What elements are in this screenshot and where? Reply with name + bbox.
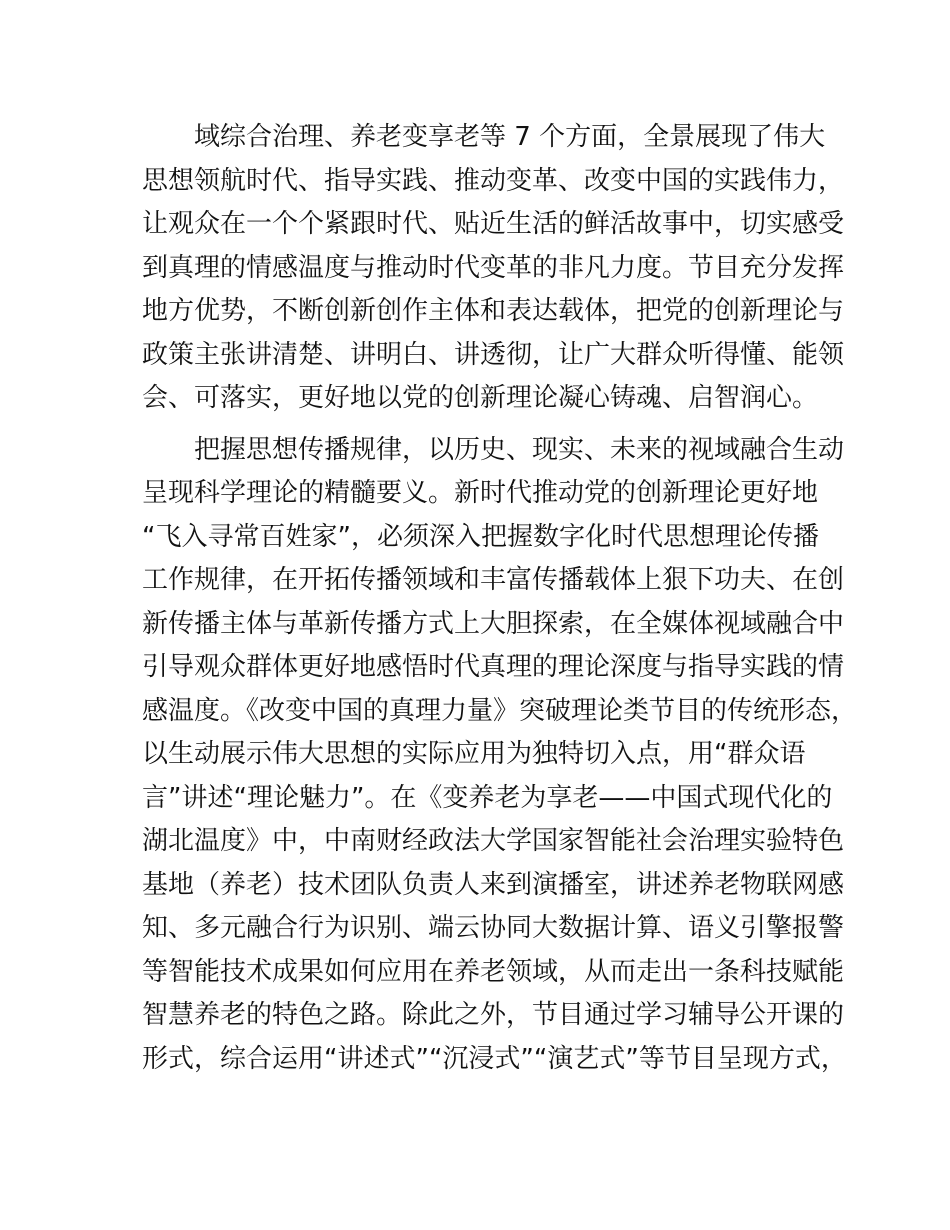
text-line: 地方优势，不断创新创作主体和表达载体，把党的创新理论与 bbox=[142, 296, 845, 326]
text-line: 以生动展示伟大思想的实际应用为独特切入点，用“群众语 bbox=[142, 739, 806, 769]
text-line: 让观众在一个个紧跟时代、贴近生活的鲜活故事中，切实感受 bbox=[142, 209, 845, 239]
text-line: 形式，综合运用“讲述式”“沉浸式”“演艺式”等节目呈现方式， bbox=[142, 1043, 847, 1074]
text-line: 会、可落实，更好地以党的创新理论凝心铸魂、启智润心。 bbox=[142, 383, 819, 413]
text-line: 域综合治理、养老变享老等 7 个方面，全景展现了伟大 bbox=[194, 122, 826, 152]
text-line: 智慧养老的特色之路。除此之外，节目通过学习辅导公开课的 bbox=[142, 1000, 845, 1030]
text-line: 言”讲述“理论魅力”。在《变养老为享老——中国式现代化的 bbox=[142, 782, 833, 813]
text-line: “飞入寻常百姓家”，必须深入把握数字化时代思想理论传播 bbox=[142, 521, 819, 552]
document-body bbox=[142, 116, 858, 1081]
text-line: 基地（养老）技术团队负责人来到演播室，讲述养老物联网感 bbox=[142, 869, 845, 900]
text-line: 知、多元融合行为识别、端云协同大数据计算、语义引擎报警 bbox=[142, 913, 845, 943]
text-line: 等智能技术成果如何应用在养老领域，从而走出一条科技赋能 bbox=[142, 956, 845, 987]
text-line: 呈现科学理论的精髓要义。新时代推动党的创新理论更好地 bbox=[142, 478, 819, 508]
text-line: 思想领航时代、指导实践、推动变革、改变中国的实践伟力， bbox=[142, 165, 845, 196]
paragraph-2 bbox=[142, 429, 858, 1082]
text-line: 工作规律，在开拓传播领域和丰富传播载体上狠下功夫、在创 bbox=[142, 565, 845, 595]
text-line: 到真理的情感温度与推动时代变革的非凡力度。节目充分发挥 bbox=[142, 252, 845, 283]
text-line: 把握思想传播规律，以历史、现实、未来的视域融合生动 bbox=[194, 434, 845, 465]
text-line: 湖北温度》中，中南财经政法大学国家智能社会治理实验特色 bbox=[142, 826, 845, 856]
paragraph-1 bbox=[142, 116, 845, 421]
text-line: 政策主张讲清楚、讲明白、讲透彻，让广大群众听得懂、能领 bbox=[142, 339, 845, 370]
text-line: 引导观众群体更好地感悟时代真理的理论深度与指导实践的情 bbox=[142, 652, 845, 682]
text-line: 感温度。《改变中国的真理力量》突破理论类节目的传统形态， bbox=[142, 695, 858, 726]
paragraph-gap bbox=[142, 421, 832, 429]
text-line: 新传播主体与革新传播方式上大胆探索，在全媒体视域融合中 bbox=[142, 608, 845, 639]
